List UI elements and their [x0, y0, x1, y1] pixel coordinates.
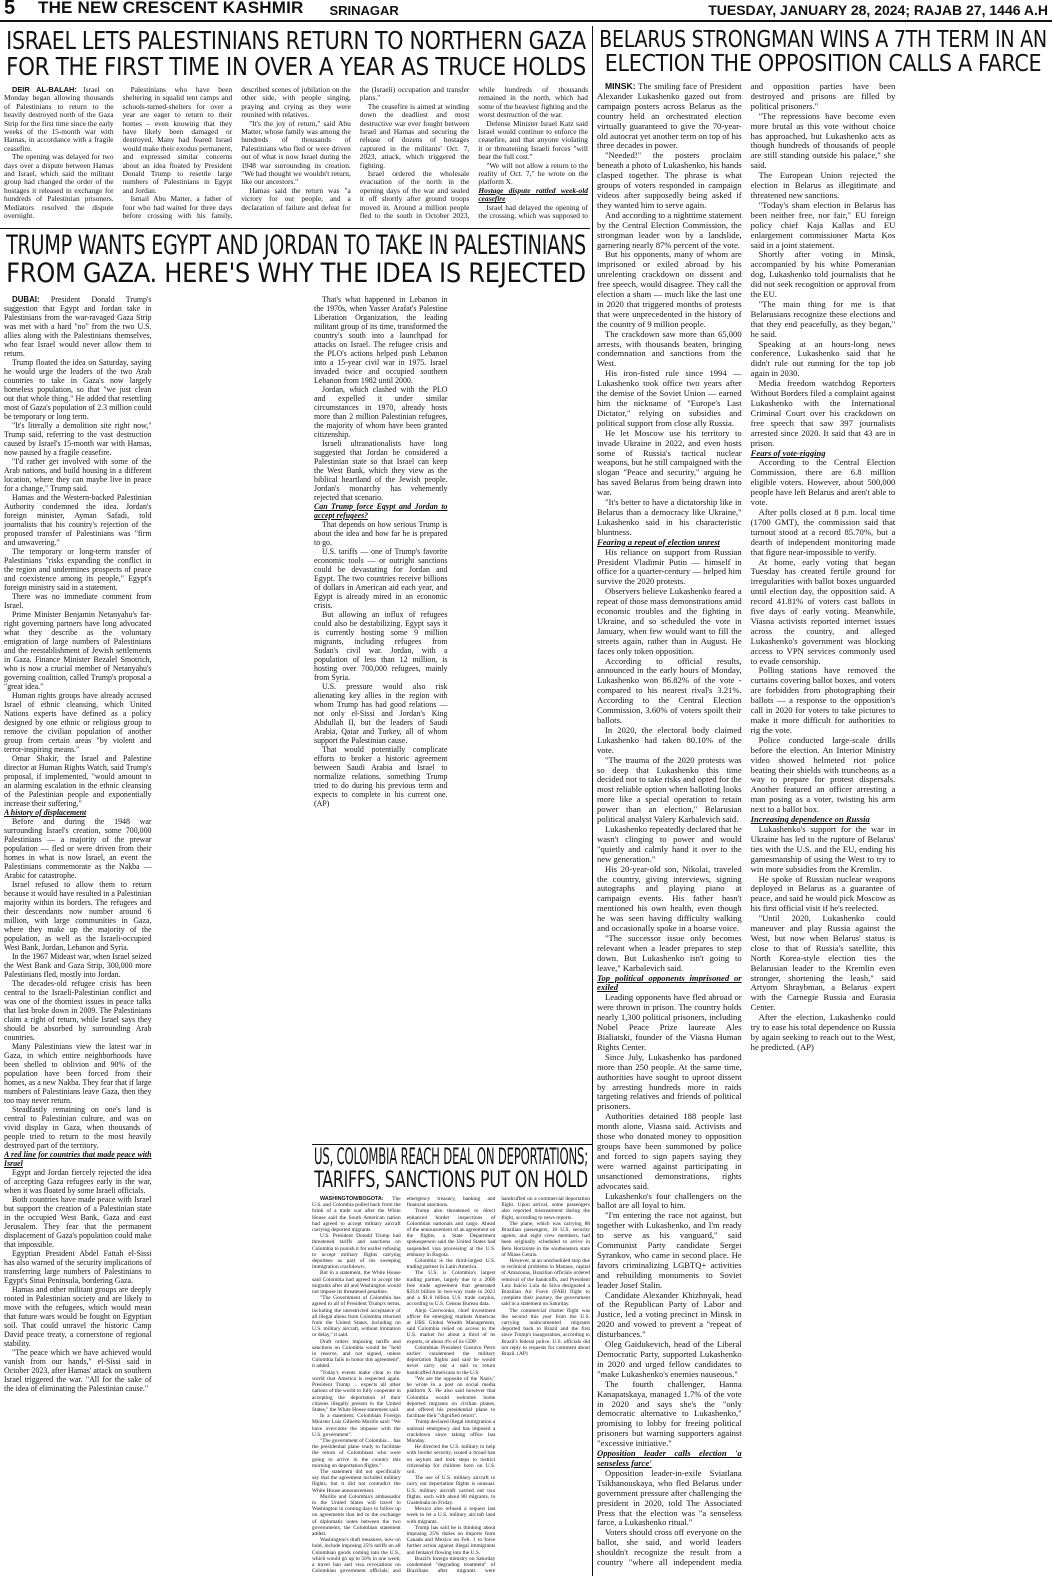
story-trump-body-right [314, 295, 590, 1141]
dateline: DUBAI: [12, 295, 40, 304]
paragraph: Israel on Monday began allowing thousands of Palestinians to return to the heavily destroyed north of the Gaza Strip for the first time since the early weeks of the 15-month war with Hamas, in accordance with a fragile ceasefire. [4, 86, 114, 153]
headline-line: TARIFFS, SANCTIONS PUT ON HOLD [314, 1168, 588, 1194]
subheading: Hostage dispute rattled week-old ceasefire [478, 185, 588, 204]
paragraph: And according to a nighttime statement by the Central Election Commission, the strongman leader won by a landslide, garnering nearly 87% percent of the vote. [597, 209, 742, 250]
paragraph: Colombia is the third-largest U.S. trading partner in Latin America. [406, 1258, 496, 1271]
paragraph: "The main thing for me is that Belarusians recognize these elections and that they end peacefully, as they began," he said. [750, 298, 896, 339]
paragraph: "The repressions have become even more brutal as this vote without choice has approached, but Lukashenko acts as though hundreds of thousands of people are still standing outside his palace," she said. [750, 110, 896, 171]
paragraph: Brazil's foreign ministry on Saturday condemned "degrading treatment" of Brazilians after migrants were handcuffed on a commercial deportation flight. Upon arrival, some passengers also reported mistreatment during the flight, according to news reports. [406, 1196, 590, 1575]
paragraph: Washington's draft measures, now on hold, include imposing 25% tariffs on all Colombian goods coming into the U.S., which would go up to 50% in one week; a travel ban and visa revocations on Colombian government officials; and emergency treasury, banking and financial sanctions. [312, 1196, 496, 1575]
paragraph: Voters should cross off everyone on the ballot, she said, and world leaders shouldn't recognize the result from a country "where all independent media and opposition parties have been destroyed and prisons are filled by political prisoners." [597, 82, 896, 1568]
story-divider [0, 228, 590, 229]
paragraph: "Until 2020, Lukashenko could maneuver and play Russia against the West, but now when Belarus' status is close to that of Russia's satellite, this North Korea-style election ties the Belarusian leader to the Kremlin even stronger, shortening the leash," said Artyom Shraybman, a Belarus expert with the Carnegie Russia and Eurasia Center. [750, 913, 896, 1013]
paragraph: Speaking at an hours-long news conference, Lukashenko said that he didn't rule out running for the top job again in 2030. [750, 338, 896, 379]
article-body [314, 295, 590, 1141]
story-colombia [312, 1146, 590, 1576]
column-divider [592, 26, 593, 1576]
paragraph: The European Union rejected the election in Belarus as illegitimate and threatened new sanctions. [750, 170, 896, 200]
article-body [4, 86, 588, 226]
paper-city: SRINAGAR [329, 3, 399, 18]
paragraph: "Today's sham election in Belarus has been neither free, nor fair," EU foreign policy chief Kaja Kallas and EU enlargement commissioner Marta Kos said in a joint statement. [750, 199, 896, 250]
paragraph: Israel had delayed the opening of the crossing, which was supposed to [478, 202, 588, 221]
subheading: Can Trump force Egypt and Jordan to accept refugees? [314, 502, 448, 520]
headline-line: FOR THE FIRST TIME IN OVER A YEAR AS TRUCE HOLDS [6, 52, 586, 82]
paragraph: After the election, Lukashenko could try to ease his total dependence on Russia by again seeking to reach out to the West, he predicted. (AP) [750, 1012, 896, 1052]
paragraph: Lukashenko repeatedly declared that he wasn't clinging to power and would "quietly and calmly hand it over to the new generation." [597, 823, 742, 864]
subheading: A history of displacement [4, 808, 87, 817]
paragraph: Shortly after voting in Minsk, accompanied by his white Pomeranian dog, Lukashenko told journalists that he did not seek recognition or approval from the EU. [750, 249, 896, 300]
paragraph: Hamas said the return was "a victory for our people, and a declaration of failure and defeat for the (Israeli) occupation and transfer plans." [241, 86, 470, 212]
paragraph: U.S. tariffs — one of Trump's favorite economic tools — or outright sanctions could be devastating for Jordan and Egypt. The two countries receive billions of dollars in American aid each year, and Egypt is already mired in an economic crisis. [314, 547, 448, 610]
paragraph: Omar Shakir, the Israel and Palestine director at Human Rights Watch, said Trump's proposal, if implemented, "would amount to an alarming escalation in the ethnic cleansing of the Palestinian people and exponentially increase their suffering." [4, 754, 152, 808]
paragraph: Observers believe Lukashenko feared a repeat of those mass demonstrations amid economic troubles and the fighting in Ukraine, and so scheduled the vote in January, when few would want to fill the streets again, rather than in August. He faces only token opposition. [597, 586, 742, 656]
paragraph: Hamas and other militant groups are deeply rooted in Palestinian society and are likely to move with the refugees, which would mean that future wars would be fought on Egyptian soil. That could unravel the historic Camp David peace treaty, a cornerstone of regional stability. [4, 1285, 152, 1348]
paragraph: Israel refused to allow them to return because it would have resulted in a Palestinian majority within its borders. The refugees and their descendants now number around 6 million, with large communities in Gaza, where they make up the majority of the population, as well as the Israeli-occupied West Bank, Jordan, Lebanon and Syria. [4, 880, 152, 952]
paragraph: The statement did not specifically say that the agreement included military flights, but it did not contradict the White House announcement. [312, 1468, 401, 1494]
paragraph: U.S. pressure would also risk alienating key allies in the region with whom Trump has had good relations — not only el-Sissi and Jordan's King Abdullah II, but the leaders of Saudi Arabia, Qatar and Turkey, all of whom support the Palestinian cause. [314, 682, 448, 745]
paragraph: However, at an unscheduled stop due to technical problems in Manaus, capital of Amazonas, Brazilian officials ordered removal of the handcuffs, and President Luiz Inácio Lula da Silva designated a Brazilian Air Force (FAB) flight to complete their journey, the government said in a statement on Saturday. [501, 1258, 590, 1308]
paragraph: Leading opponents have fled abroad or were thrown in prison. The country holds nearly 1,300 political prisoners, including Nobel Peace Prize laureate Ales Bialiatski, founder of the Viasna Human Rights Center. [597, 992, 742, 1052]
paragraph: Defense Minister Israel Katz said Israel would continue to enforce the ceasefire, and that anyone violating it or threatening Israeli forces "will bear the full cost." [478, 118, 588, 162]
headline [597, 28, 1049, 76]
paragraph: "It's literally a demolition site right now," Trump said, referring to the vast destruction caused by Israel's 15-month war with Hamas, now paused by a fragile ceasefire. [4, 421, 152, 457]
paragraph: Polling stations have removed the curtains covering ballot boxes, and voters are forbidden from photographing their ballots — a response to the opposition's call in 2020 for voters to take pictures to make it more difficult for authorities to rig the vote. [750, 665, 896, 735]
article-body [597, 82, 1049, 1576]
subheading: Top political opponents imprisoned or exiled [597, 972, 742, 993]
paragraph: There was no immediate comment from Israel. [4, 592, 152, 610]
paragraph: The decades-old refugee crisis has been central to the Israeli-Palestinian conflict and was one of the thorniest issues in peace talks that last broke down in 2009. The Palestinians claim a right of return, while Israel says they should be absorbed by surrounding Arab countries. [4, 979, 152, 1042]
paragraph: That's what happened in Lebanon in the 1970s, when Yasser Arafat's Palestine Liberation Organization, the leading militant group of its time, transformed the country's south into a launchpad for attacks on Israel. The refugee crisis and the PLO's actions helped push Lebanon into a 15-year civil war in 1975. Israel invaded twice and occupied southern Lebanon from 1982 until 2000. [314, 295, 448, 385]
paragraph: "I'm entering the race not against, but together with Lukashenko, and I'm ready to serve as his vanguard," said Communist Party candidate Sergei Syrankov, who came in second place. He favors criminalizing LGBTQ+ activities and rebuilding monuments to Soviet leader Josef Stalin. [597, 1210, 742, 1290]
paragraph: "The government of Colombia ... has the presidential plane ready to facilitate the return of Colombians who were going to arrive in the country this morning on deportation flights." [312, 1437, 401, 1469]
paragraph: According to the Central Election Commission, there are 6.8 million eligible voters. However, about 500,000 people have left Belarus and aren't able to vote. [750, 457, 896, 508]
paragraph: The crackdown saw more than 65,000 arrests, with thousands beaten, bringing condemnation and sanctions from the West. [597, 328, 742, 369]
paragraph: Israeli ultranationalists have long suggested that Jordan be considered a Palestinian state so that Israel can keep the West Bank, which they view as the biblical heartland of the Jewish people. Jordan's monarchy has vehemently rejected that scenario. [314, 439, 448, 502]
date-line: TUESDAY, JANUARY 28, 2024; RAJAB 27, 1446 A.H [708, 2, 1048, 18]
paragraph: His iron-fisted rule since 1994 — Lukashenko took office two years after the demise of the Soviet Union — earned him the nickname of "Europe's Last Dictator," relying on subsidies and political support from close ally Russia. [597, 368, 742, 428]
paragraph: President Donald Trump's suggestion that Egypt and Jordan take in Palestinians from the war-ravaged Gaza Strip was met with a hard "no" from the two U.S. allies along with the Palestinians themselves, who fear Israel would never allow them to return. [4, 295, 152, 358]
paragraph: In the 1967 Mideast war, when Israel seized the West Bank and Gaza Strip, 300,000 more Palestinians fled, mostly into Jordan. [4, 952, 152, 979]
paragraph: The use of U.S. military aircraft to carry out deportation flights is unusual. U.S. military aircraft carried out two flights, each with about 80 migrants, to Guatemala on Friday. [406, 1475, 496, 1506]
paragraph: Murillo and Colombia's ambassador to the United States will travel to Washington in coming days to follow up on agreements that led to the exchange of diplomatic notes between the two governments, the Colombian statement added. [312, 1493, 401, 1537]
paragraph: He let Moscow use his territory to invade Ukraine in 2022, and even hosts some of Russia's tactical nuclear weapons, but he still campaigned with the slogan "Peace and security," arguing he has saved Belarus from being drawn into war. [597, 427, 742, 498]
paragraph: The plane, which was carrying 88 Brazilian passengers, 16 U.S. security agents, and eight crew members, had been originally scheduled to arrive in Belo Horizonte in the southeastern state of Minas Gerais. [501, 1220, 590, 1258]
paragraph: "It's better to have a dictatorship like in Belarus than a democracy like Ukraine," Lukashenko said in his characteristic bluntness. [597, 497, 742, 537]
subheading: A red line for countries that made peace with Israel [4, 1150, 152, 1168]
paragraph: Lukashenko's support for the war in Ukraine has led to the rupture of Belarus' ties with the U.S. and the EU, ending his gamesmanship of using the West to try to win more subsidies from the Kremlin. [750, 823, 896, 874]
paragraph: "The peace which we have achieved would vanish from our hands," el-Sissi said in October 2023, after Hamas' attack on southern Israel triggered the war. "All for the sake of the idea of eliminating the Palestinian cause." [4, 1348, 152, 1393]
paragraph: Draft orders imposing tariffs and sanctions on Colombia would be "held in reserve, and not signed, unless Colombia fails to honor this agreement", it added. [312, 1338, 401, 1370]
paragraph: "It's the joy of return," said Abu Matter, whose family was among the hundreds of thousands of Palestinians who fled or were driven out of what is now Israel during the 1948 war surrounding its creation. "We had thought we wouldn't return, like our ancestors." [241, 118, 351, 187]
paragraph: "We are the opposite of the Nazis," he wrote in a post on social media platform X. He also said however that Colombia would welcome home deported migrants on civilian planes, and offered his presidential plane to facilitate their "dignified return". [406, 1375, 496, 1420]
paragraph: That would potentially complicate efforts to broker a historic agreement between Saudi Arabia and Israel to normalize relations, something Trump tried to do during his previous term and expects to complete in his current one. (AP) [314, 745, 448, 808]
paragraph: In 2020, the electoral body claimed Lukashenko had taken 80.10% of the vote. [597, 724, 742, 755]
article-body [312, 1196, 590, 1576]
headline-line: ELECTION THE OPPOSITION CALLS A FARCE [604, 51, 1042, 78]
paragraph: Palestinians who have been sheltering in squalid tent camps and schools-turned-shelters for over a year are eager to return to their homes – even knowing that they have likely been damaged or destroyed. Many had feared Israel would make their exodus permanent, and expressed similar concerns about an idea floated by President Donald Trump to resettle large numbers of Palestinians in Egypt and Jordan. [122, 86, 233, 195]
paragraph: But his opponents, many of whom are imprisoned or exiled abroad by his unrelenting crackdown on dissent and free speech, would disagree. They call the election a sham — much like the last one in 2020 that triggered months of protests that were unprecedented in the history of the country of 9 million people. [597, 249, 742, 329]
paragraph: The U.S. is Colombia's largest trading partner, largely due to a 2006 free trade agreement that generated $33.8 billion in two-way trade in 2023 and a $1.6 billion U.S. trade surplus, according to U.S. Census Bureau data. [406, 1270, 496, 1308]
paragraph: At home, early voting that began Tuesday has created fertile ground for irregularities with ballot boxes unguarded until election day, the opposition said. A record 41.81% of voters cast ballots in five days of early voting. Meanwhile, Viasna activists reported internet issues across the country, and alleged Lukashenko's government was blocking access to VPN services commonly used to evade censorship. [750, 556, 896, 666]
paragraph: Egypt and Jordan fiercely rejected the idea of accepting Gaza refugees early in the war, when it was floated by some Israeli officials. [4, 1168, 152, 1195]
paragraph: Colombian President Gustavo Petro earlier condemned the military deportation flights and said he would never carry out a raid to return handcuffed Americans to the U.S. [406, 1344, 496, 1376]
paragraph: But allowing an influx of refugees could also be destabilizing. Egypt says it is currently hosting some 9 million migrants, including refugees from Sudan's civil war. Jordan, with a population of less than 12 million, is hosting over 700,000 refugees, mainly from Syria. [314, 610, 448, 682]
story-gaza [4, 28, 588, 226]
paragraph: Trump floated the idea on Saturday, saying he would urge the leaders of the two Arab countries to take in Gaza's now largely homeless population, so that "we just clean out that whole thing." He added that resettling most of Gaza's population of 2.3 million could be temporary or long term. [4, 358, 152, 421]
paragraph: U.S. President Donald Trump had threatened tariffs and sanctions on Colombia to punish it for earlier refusing to accept military flights carrying deportees as part of his sweeping immigration crackdown. [312, 1233, 401, 1271]
paragraph: The commercial charter flight was the second this year from the U.S. carrying undocumented migrants deported back to Brazil and the first since Trump's inauguration, according to Brazil's federal police. U.S. officials did not reply to requests for comment about Brazil. (AP) [501, 1307, 590, 1358]
paragraph: His reliance on support from Russian President Vladimir Putin — himself in office for a quarter-century — helped him survive the 2020 protests. [597, 546, 742, 587]
paragraph: "Needed!" the posters proclaim beneath a photo of Lukashenko, his hands clasped together. The phrase is what groups of voters responded in campaign videos after supposedly being asked if they wanted him to serve again. [597, 150, 742, 210]
dateline: WASHINGTON/BOGOTA: [320, 1196, 384, 1202]
page-number: 5 [4, 0, 16, 19]
paragraph: But in a statement, the White House said Colombia had agreed to accept the migrants after all and Washington would not impose its threatened penalties. [312, 1270, 401, 1296]
subheading: Opposition leader calls election 'a senseless farce' [597, 1448, 742, 1468]
paragraph: Before and during the 1948 war surrounding Israel's creation, some 700,000 Palestinians — a majority of the prewar population — fled or were driven from their homes in what is now Israel, an event the Palestinians commemorate as the Nakba — Arabic for catastrophe. [4, 817, 152, 880]
article-body [4, 295, 308, 1576]
paragraph: Egyptian President Abdel Fattah el-Sissi has also warned of the security implications of transferring large numbers of Palestinians to Egypt's Sinai Peninsula, bordering Gaza. [4, 1249, 152, 1285]
dateline: MINSK: [605, 82, 636, 91]
paragraph: Alejo Czerwonko, chief investment officer for emerging markets Americas at UBS Global Wealth Management, said Colombia relied on access to the U.S. market for about a third of its exports, or about 4% of its GDP. [406, 1307, 496, 1345]
paragraph: Authorities detained 188 people last month alone, Viasna said. Activists and those who donated money to opposition groups have been summoned by police and forced to sign papers saying they were warned against participating in unsanctioned demonstrations, rights advocates said. [597, 1111, 742, 1191]
masthead [0, 0, 1052, 22]
paragraph: "I'd rather get involved with some of the Arab nations, and build housing in a different location, where they can maybe live in peace for a change," Trump said. [4, 457, 152, 493]
paragraph: Both countries have made peace with Israel but support the creation of a Palestinian state in the occupied West Bank, Gaza and east Jerusalem. They fear that the permanent displacement of Gaza's population could make that impossible. [4, 1195, 152, 1249]
paragraph: "The successor issue only becomes relevant when a leader prepares to step down. But Lukashenko isn't going to leave," Karbalevich said. [597, 932, 742, 973]
paragraph: The opening was delayed for two days over a dispute between Hamas and Israel, which said the militant group had changed the order of the hostages it released in exchange for hundreds of Palestinian prisoners. Mediators resolved the dispute overnight. [4, 152, 114, 221]
paragraph: Trump has said he is thinking about imposing 25% duties on imports from Canada and Mexico on Feb. 1 to force further action against illegal immigrants and fentanyl flowing into the U.S. [406, 1524, 496, 1556]
paragraph: Steadfastly remaining on one's land is central to Palestinian culture, and was on vivid display in Gaza, when thousands of people tried to return to the most heavily destroyed part of the territory. [4, 1105, 152, 1150]
headline [312, 1146, 590, 1192]
story-trump-body-left [4, 295, 308, 1576]
paragraph: Since July, Lukashenko has pardoned more than 250 people. At the same time, authorities have sought to uproot dissent by arresting hundreds more in raids targeting relatives and friends of political prisoners. [597, 1051, 742, 1112]
paragraph: Many Palestinians view the latest war in Gaza, in which entire neighborhoods have been shelled to oblivion and 90% of the population have been forced from their homes, as a new Nakba. They fear that if large numbers of Palestinians leave Gaza, then they too may never return. [4, 1042, 152, 1105]
paragraph: He spoke of Russian nuclear weapons deployed in Belarus as a guarantee of peace, and said he would pick Moscow as his first official visit if he's reelected. [750, 873, 896, 914]
paragraph: Oleg Gaidukevich, head of the Liberal Democratic Party, supported Lukashenko in 2020 and urged fellow candidates to "make Lukashenko's enemies nauseous." [597, 1339, 742, 1379]
paragraph: The U.S. and Colombia pulled back from the brink of a trade war after the White House said the South American nation had agreed to accept military aircraft carrying deported migrants. [312, 1196, 401, 1234]
paragraph: Israel ordered the wholesale evacuation of the north in the opening days of the war and sealed it off shortly after ground troops moved in. Around a million people fled to the south in October 2023, while hundreds of thousands remained in the north, which had some of the heaviest fighting and the worst destruction of the war. [359, 86, 588, 221]
paragraph: Human rights groups have already accused Israel of ethnic cleansing, which United Nations experts have defined as a policy designed by one ethnic or religious group to remove the civilian population of another group from certain areas "by violent and terror-inspiring means." [4, 691, 152, 754]
paragraph: Hamas and the Western-backed Palestinian Authority condemned the idea. Jordan's foreign minister, Ayman Safadi, told journalists that his country's rejection of the proposed transfer of Palestinians was "firm and unwavering." [4, 493, 152, 547]
paragraph: "The trauma of the 2020 protests was so deep that Lukashenko this time decided not to take risks and opted for the most reliable option when balloting looks more like a special operation to retain power than an election," Belarusian political analyst Valery Karbalevich said. [597, 754, 742, 825]
paragraph: According to official results, announced in the early hours of Monday, Lukashenko won 86.82% of the vote - compared to his nearest rival's 3.21%. According to the Central Election Commission, 3.60% of voters spoilt their ballots. [597, 655, 742, 725]
paragraph: Prime Minister Benjamin Netanyahu's far-right governing partners have long advocated what they describe as the voluntary emigration of large numbers of Palestinians and the reestablishment of Jewish settlements in Gaza. Finance Minister Bezalel Smotrich, who is now a crucial member of Netanyahu's governing coalition, called Trump's proposal a "great idea." [4, 610, 152, 691]
paragraph: Jordan, which clashed with the PLO and expelled it under similar circumstances in 1970, already hosts more than 2 million Palestinian refugees, the majority of whom have been granted citizenship. [314, 385, 448, 439]
headline-line: FROM GAZA. HERE'S WHY THE IDEA IS REJECTED [6, 258, 586, 290]
paragraph: The ceasefire is aimed at winding down the deadliest and most destructive war ever fought between Israel and Hamas and securing the release of dozens of hostages captured in the militants' Oct. 7, 2023, attack, which triggered the fighting. [359, 101, 470, 170]
paragraph: "The Government of Colombia has agreed to all of President Trump's terms, including the unrestricted acceptance of all illegal aliens from Colombia returned from the United States, including on U.S. military aircraft, without limitation or delay," it said. [312, 1295, 401, 1339]
story-belarus [597, 28, 1049, 1576]
paragraph: Mexico also refused a request last week to let a U.S. military aircraft land with migrants. [406, 1506, 496, 1525]
paragraph: In a statement, Colombian Foreign Minister Luis Gilberto Murillo said: "We have overcome the impasse with the U.S. government". [312, 1413, 401, 1438]
headline-line: BELARUS STRONGMAN WINS A 7TH TERM IN AN [599, 28, 1047, 53]
paragraph: That depends on how serious Trump is about the idea and how far he is prepared to go. [314, 520, 448, 547]
subheading: Increasing dependence on Russia [750, 814, 870, 825]
paragraph: Trump declared illegal immigration a national emergency and has imposed a crackdown since taking office last Monday. [406, 1419, 496, 1444]
paragraph: His 20-year-old son, Nikolai, traveled the country, giving interviews, signing autographs and playing piano at campaign events. His father hasn't mentioned his own health, even though he was seen having difficulty walking and occasionally spoke in a hoarse voice. [597, 863, 742, 934]
paragraph: "Today's events make clear to the world that America is respected again. President Trump ... expects all other nations of the world to fully cooperate in accepting the deportation of their citizens illegally present in the United States," the White House statement said. [312, 1369, 401, 1413]
paragraph: Opposition leader-in-exile Sviatlana Tsikhanouskaya, who fled Belarus under government pressure after challenging the president in 2020, told The Associated Press that the election was "a senseless farce, a Lukashenko ritual." [597, 1467, 742, 1528]
subheading: Fearing a repeat of election unrest [597, 536, 720, 547]
paper-name: THE NEW CRESCENT KASHMIR [38, 0, 304, 17]
paragraph: The smiling face of President Alexander Lukashenko gazed out from campaign posters across Belarus as the country held an orchestrated election virtually guaranteed to give the 70-year-old autocrat yet another term on top of his three decades in power. [597, 82, 742, 151]
paragraph: The temporary or long-term transfer of Palestinians "risks expanding the conflict in the region and undermines prospects of peace and coexistence among its people," Egypt's foreign ministry said in a statement. [4, 547, 152, 592]
paragraph: Lukashenko's four challengers on the ballot are all loyal to him. [597, 1190, 742, 1211]
dateline: DEIR AL-BALAH: [12, 86, 77, 94]
paragraph: After polls closed at 8 p.m. local time (1700 GMT), the commission said that turnout stood at a record 85.70%, but a dearth of independent monitoring made that figure near-impossible to verify. [750, 506, 896, 557]
headline [4, 232, 588, 289]
paragraph: He directed the U.S. military to help with border security, issued a broad ban on asylum and took steps to restrict citizenship for children born on U.S. soil. [406, 1444, 496, 1475]
paragraph: Police conducted large-scale drills before the election. An Interior Ministry video showed helmeted riot police beating their shields with truncheons as a way to prepare for protest dispersals. Another featured an officer arresting a man posing as a voter, twisting his arm next to a ballot box. [750, 734, 896, 815]
paragraph: Candidate Alexander Khizhnyak, head of the Republican Party of Labor and Justice, led a voting precinct in Minsk in 2020 and vowed to prevent a "repeat of disturbances." [597, 1289, 742, 1340]
paragraph: The fourth challenger, Hanna Kanapatskaya, managed 1.7% of the vote in 2020 and says she's the "only democratic alternative to Lukashenko," promising to lobby for freeing political prisoners but warning supporters against "excessive initiative." [597, 1378, 742, 1449]
subheading: Fears of vote-rigging [750, 447, 826, 458]
paragraph: Ismail Abu Matter, a father of four who had waited for three days before crossing with his family, described scenes of jubilation on the other side, with people singing, praying and crying as they were reunited with relatives. [122, 86, 351, 221]
headline [4, 28, 588, 81]
paragraph: Media freedom watchdog Reporters Without Borders filed a complaint against Lukashenko with the International Criminal Court over his crackdown on free speech that saw 397 journalists arrested since 2020. It said that 43 are in prison. [750, 378, 896, 448]
paragraph: Trump also threatened to direct enhanced border inspections of Colombian nationals and cargo. Ahead of the announcement of an agreement on the flights, a State Department spokesperson said the United States had suspended visa processing at the U.S. embassy in Bogota. [406, 1208, 496, 1258]
headline-line: ISRAEL LETS PALESTINIANS RETURN TO NORTHERN GAZA [6, 28, 586, 55]
headline-line: US, COLOMBIA REACH DEAL ON DEPORTATIONS; [314, 1146, 588, 1170]
headline-line: TRUMP WANTS EGYPT AND JORDAN TO TAKE IN PALESTINIANS [6, 232, 586, 261]
paragraph: "We will not allow a return to the reality of Oct. 7," he wrote on the platform X. [478, 160, 588, 187]
